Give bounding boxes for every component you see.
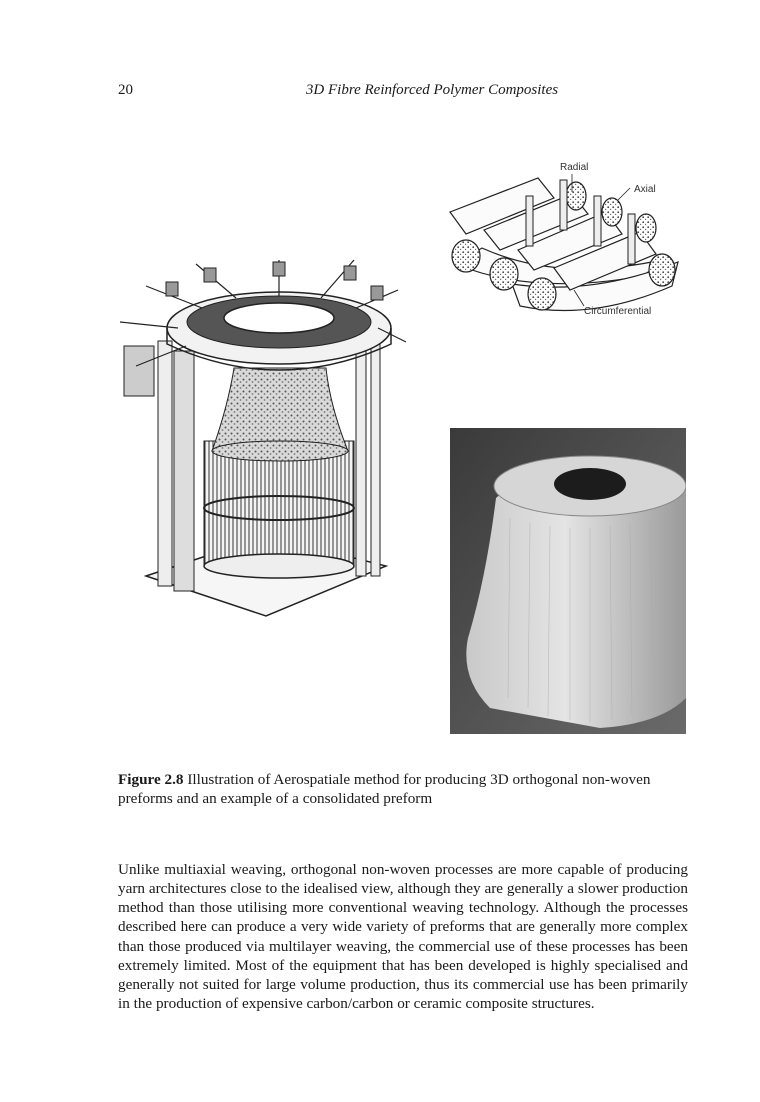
body-paragraph: Unlike multiaxial weaving, orthogonal non-woven processes are more capable of producing yarn architectures close to the idealised view, although they are generally a slower production method than those utilising more conventional weaving technology. Although the processes described here can produce a very wide variety of preforms that are generally more complex than those produced via multilayer weaving, the commercial use of these processes has been extremely limited. Most of the equipment that has been developed is highly specialised and generally not suited for large volume production, thus its commercial use has been primarily in the production of expensive carbon/carbon or ceramic composite structures. xyxy=(118,861,688,1012)
fibre-architecture-schematic xyxy=(442,156,686,332)
running-title: 3D Fibre Reinforced Polymer Composites xyxy=(305,82,559,98)
label-radial: Radial xyxy=(560,162,589,173)
figure-caption xyxy=(118,770,688,808)
consolidated-preform-photo xyxy=(450,428,686,734)
figure-caption-text: Illustration of Aerospatiale method for producing 3D orthogonal non-woven preforms and an example of a consolidated preform xyxy=(118,771,651,807)
figure-label: Figure 2.8 xyxy=(118,771,184,788)
label-circumferential: Circumferential xyxy=(584,306,652,317)
label-axial: Axial xyxy=(634,184,656,195)
loom-illustration xyxy=(116,246,406,626)
page-number: 20 xyxy=(118,82,133,98)
page-header xyxy=(118,82,686,104)
